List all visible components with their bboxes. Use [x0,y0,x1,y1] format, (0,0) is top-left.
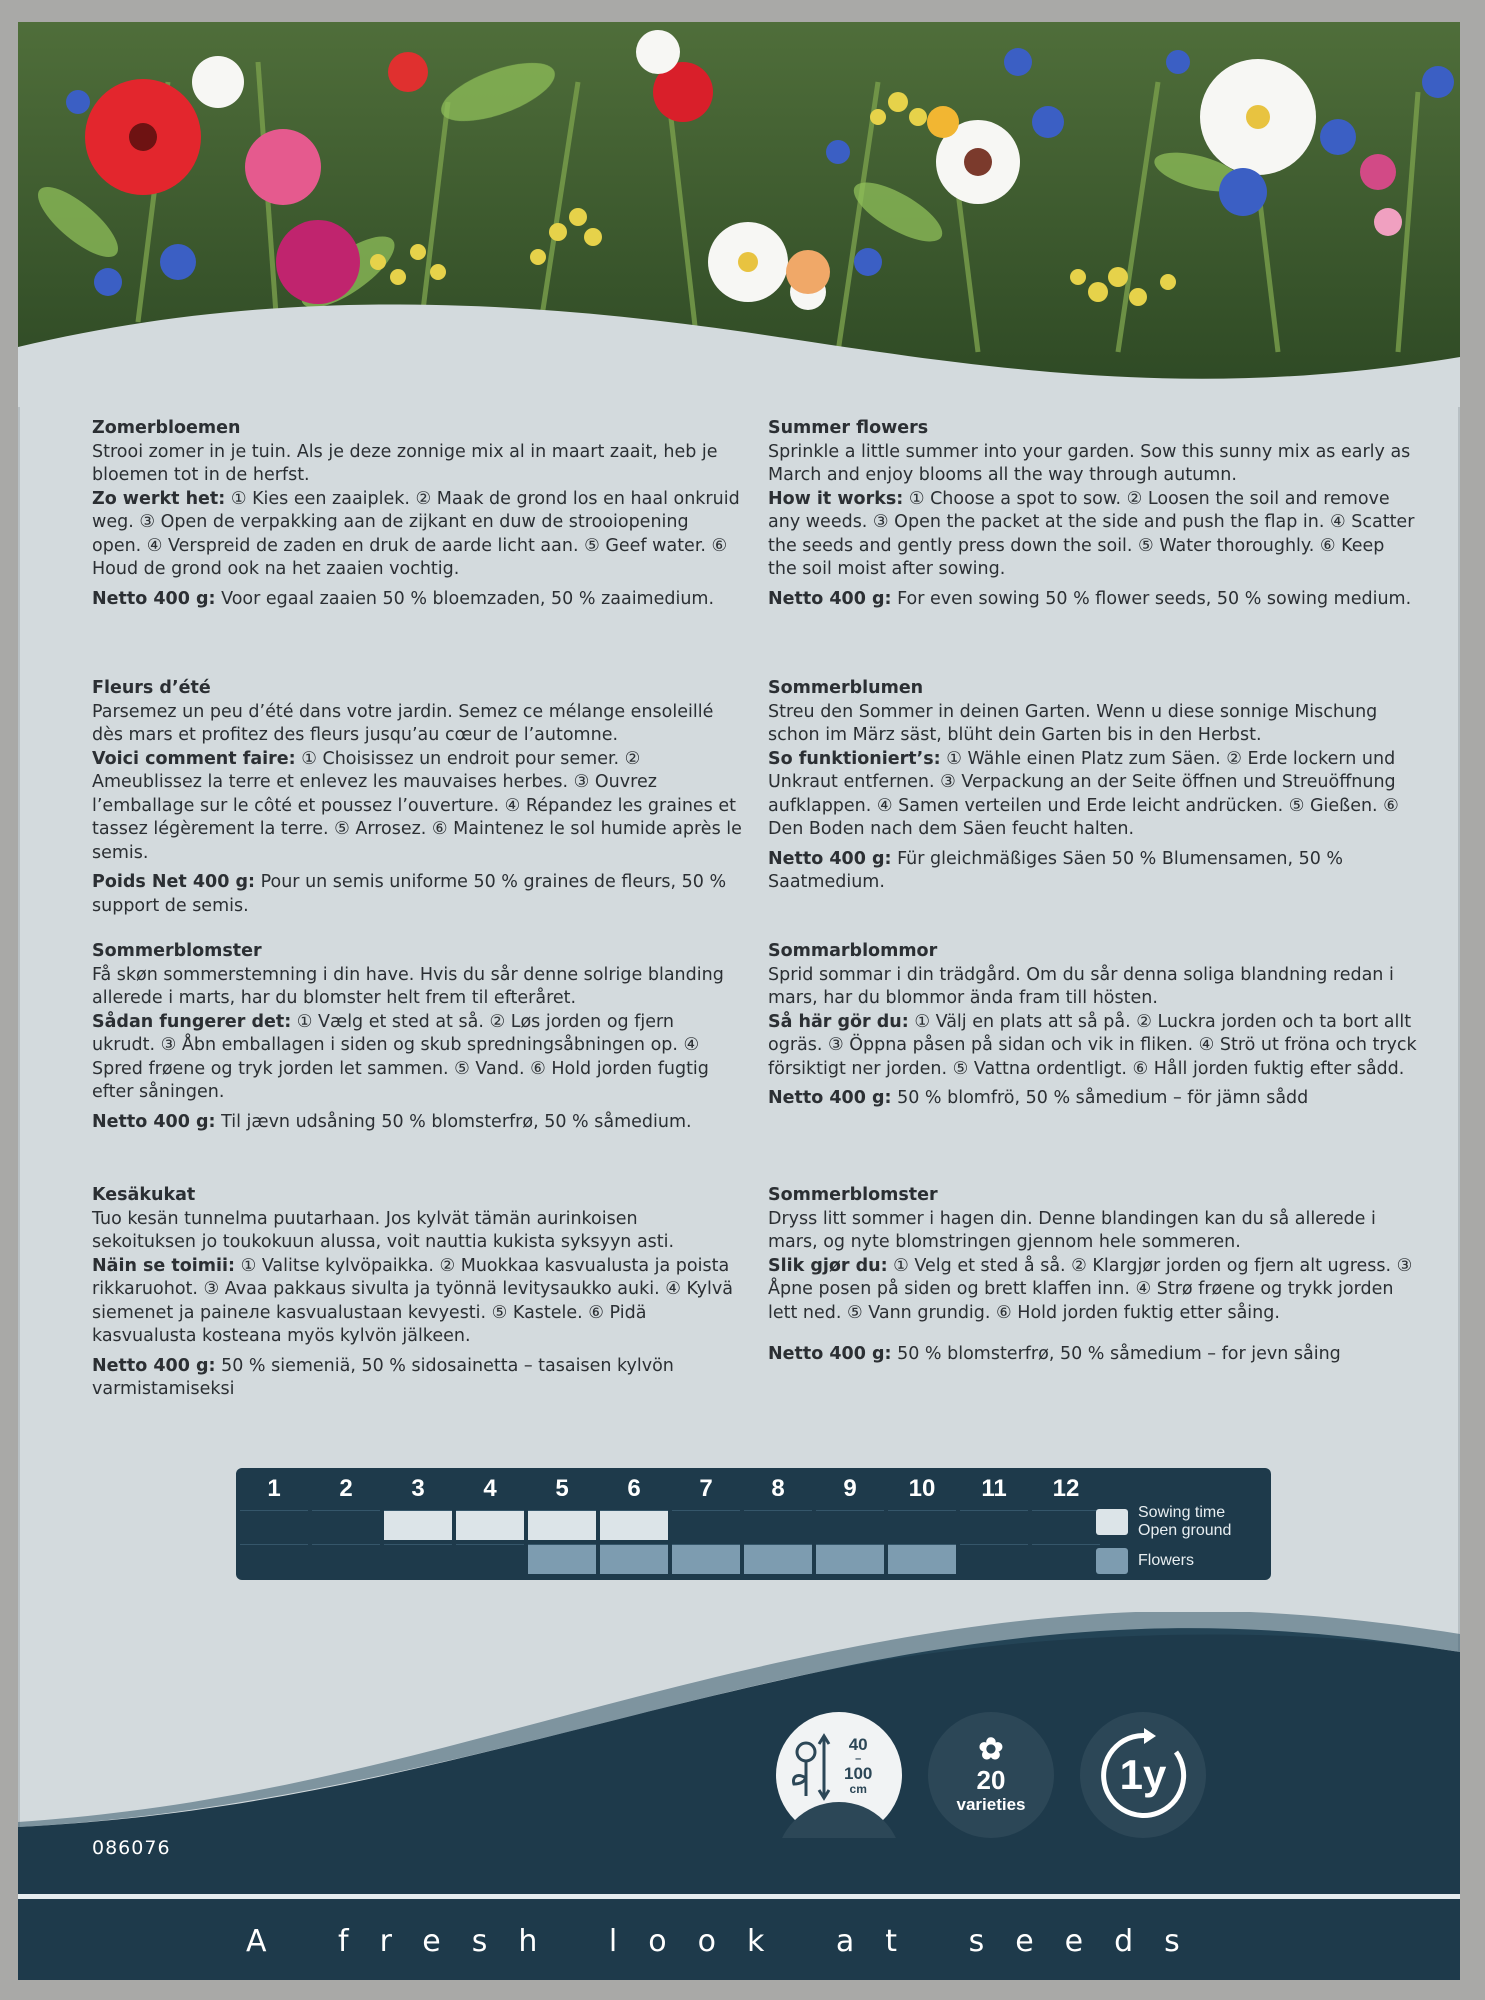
flowering-cell-3 [384,1544,452,1574]
sowing-cell-7 [672,1510,740,1540]
net-text: 50 % blomfrö, 50 % såmedium – för jämn sådd [891,1088,1309,1108]
how-text: ① Vælg et sted at så. ② Løs jorden og fjern ukrudt. ③ Åbn emballagen i siden og skub spredningsåbningen op. ④ Spred frøene og tryk jorden let sammen. ⑤ Vand. ⑥ Hold jorden fugtig efter såningen. [92,1011,709,1102]
sowing-cell-12 [1032,1510,1100,1540]
product-code: 086076 [92,1837,171,1859]
net-text: Voor egaal zaaien 50 % bloemzaden, 50 % zaaimedium. [215,588,715,609]
net-text: Für gleichmäßiges Säen 50 % Blumensamen, 50 % Saatmedium. [768,848,1344,892]
calendar-month-12: 12 [1052,1475,1080,1502]
block-intro: Få skøn sommerstemning i din have. Hvis du sår denne solrige blanding allerede i marts, har du blomster helt frem til efteråret. [92,964,724,1008]
block-net [92,588,742,612]
text-block-fr [92,677,742,918]
block-how [92,488,742,582]
calendar-month-8: 8 [771,1475,785,1502]
flowering-cell-2 [312,1544,380,1574]
text-block-da [92,940,742,1134]
block-how [768,1011,1418,1082]
block-how [768,748,1418,842]
how-text: ① Valitse kylvöpaikka. ② Muokkaa kasvualusta ja poista rikkaruohot. ③ Avaa pakkaus sivulta ja työnnä levitysaukko auki. ④ Kylvä siemenet ja paineле kasvualustaan kevyesti. ⑤ Kastele. ⑥ Pidä kasvualusta kosteana myös kylvön jälkeen. [92,1255,733,1346]
how-label: So funktioniert’s: [768,748,941,769]
how-label: Näin se toimii: [92,1255,235,1276]
net-label: Netto 400 g: [768,1344,892,1364]
text-block-no [768,1184,1418,1367]
net-label: Poids Net 400 g: [92,872,256,892]
block-intro: Tuo kesän tunnelma puutarhaan. Jos kylvät tämän aurinkoisen sekoituksen jo toukokuun alussa, voit nauttia kukista syksyyn asti. [92,1208,675,1252]
net-text: For even sowing 50 % flower seeds, 50 % sowing medium. [891,588,1412,609]
legend-sowing [1096,1504,1231,1540]
text-block-en [768,417,1418,611]
block-title: Sommerblumen [768,678,924,698]
net-text: 50 % siemeniä, 50 % sidosainetta – tasaisen kylvön varmistamiseksi [92,1355,674,1399]
legend-sowing-label-2: Open ground [1138,1522,1232,1539]
how-text: ① Velg et sted å så. ② Klargjør jorden og fjern alt ugress. ③ Åpne posen på siden og brett klaffen inn. ④ Strø frøene og trykk jorden lett ned. ⑤ Vann grundig. ⑥ Hold jorden fuktig etter såing. [768,1255,1413,1323]
block-title: Summer flowers [768,418,929,438]
calendar-month-10: 10 [908,1475,936,1502]
block-how [92,1011,742,1105]
bottom-wave [18,1612,1460,1912]
sowing-cell-5 [528,1510,596,1540]
height-top: 40 [848,1735,868,1754]
calendar-month-9: 9 [843,1475,857,1502]
calendar-month-1: 1 [267,1475,281,1502]
legend-flowers [1096,1548,1194,1574]
block-how [768,1255,1418,1326]
height-badge [776,1712,902,1838]
block-net [92,871,742,918]
net-label: Netto 400 g: [768,588,892,609]
block-net [768,588,1418,612]
block-net [92,1111,742,1135]
how-label: Sådan fungerer det: [92,1011,292,1032]
net-label: Netto 400 g: [92,1355,216,1376]
how-label: Slik gjør du: [768,1255,888,1276]
legend-sowing-text [1138,1504,1231,1540]
calendar-month-4: 4 [483,1475,497,1502]
block-intro: Strooi zomer in je tuin. Als je deze zonnige mix al in maart zaait, heb je bloemen tot in de herfst. [92,441,718,485]
varieties-count: 20 [976,1765,1006,1795]
height-dash: – [855,1753,862,1765]
height-bottom: 100 [844,1764,873,1783]
sowing-cell-6 [600,1510,668,1540]
flowering-cell-1 [240,1544,308,1574]
calendar-month-3: 3 [411,1475,425,1502]
legend-sowing-swatch [1096,1509,1128,1535]
net-label: Netto 400 g: [92,1111,216,1132]
how-text: ① Välj en plats att så på. ② Luckra jorden och ta bort allt ogräs. ③ Öppna påsen på sidan och vik in fliken. ④ Strö ut fröna och tryck försiktigt ner jorden. ⑤ Vattna ordentligt. ⑥ Håll jorden fuktig efter sådd. [768,1011,1417,1079]
net-label: Netto 400 g: [92,588,216,609]
block-title: Sommerblomster [92,941,262,961]
flowering-cell-12 [1032,1544,1100,1574]
flowering-cell-4 [456,1544,524,1574]
legend-sowing-label: Sowing time [1138,1504,1226,1521]
calendar-month-7: 7 [699,1475,713,1502]
flower-icon: ✿ [978,1733,1004,1766]
block-title: Sommarblommor [768,941,938,961]
calendar-month-6: 6 [627,1475,641,1502]
sowing-cell-11 [960,1510,1028,1540]
block-net [92,1355,742,1402]
how-label: Så här gör du: [768,1011,909,1032]
height-unit: cm [849,1782,867,1796]
text-block-nl [92,417,742,611]
plant-height-icon [776,1712,902,1838]
sowing-cell-2 [312,1510,380,1540]
block-intro: Sprid sommar i din trädgård. Om du sår denna soliga blandning redan i mars, har du blommor ända fram till hösten. [768,964,1394,1008]
how-label: Voici comment faire: [92,748,296,769]
block-net [768,1087,1418,1111]
block-intro: Dryss litt sommer i hagen din. Denne blandingen kan du så allerede i mars, og nyte blomstringen gjennom hele sommeren. [768,1208,1376,1252]
block-title: Fleurs d’été [92,678,211,698]
how-text: ① Wähle einen Platz zum Säen. ② Erde lockern und Unkraut entfernen. ③ Verpackung an der Seite öffnen und Streuöffnung aufklappen. ④ Samen verteilen und Erde leicht andrücken. ⑤ Gießen. ⑥ Den Boden nach dem Säen feucht halten. [768,748,1399,839]
sowing-calendar [236,1468,1271,1580]
block-intro: Sprinkle a little summer into your garden. Sow this sunny mix as early as March and enjoy blooms all the way through autumn. [768,441,1411,485]
sowing-cell-10 [888,1510,956,1540]
flowering-cell-9 [816,1544,884,1574]
legend-flowers-label: Flowers [1138,1552,1195,1569]
text-block-sv [768,940,1418,1111]
panel-wave-top [18,287,1460,407]
lifecycle-badge [1080,1712,1206,1838]
sowing-cell-9 [816,1510,884,1540]
how-text: ① Kies een zaaiplek. ② Maak de grond los en haal onkruid weg. ③ Open de verpakking aan de zijkant en duw de strooiopening open. ④ Verspreid de zaden en druk de aarde licht aan. ⑤ Geef water. ⑥ Houd de grond ook na het zaaien vochtig. [92,488,740,579]
calendar-month-2: 2 [339,1475,353,1502]
sowing-cell-8 [744,1510,812,1540]
how-text: ① Choose a spot to sow. ② Loosen the soil and remove any weeds. ③ Open the packet at the side and push the flap in. ④ Scatter the seeds and gently press down the soil. ⑤ Water thoroughly. ⑥ Keep the soil moist after sowing. [768,488,1415,579]
block-intro: Streu den Sommer in deinen Garten. Wenn u diese sonnige Mischung schon im März säst, blüht dein Garten bis in den Herbst. [768,701,1378,745]
block-how [92,1255,742,1349]
flowering-cell-7 [672,1544,740,1574]
varieties-label: varieties [956,1795,1026,1814]
net-text: Pour un semis uniforme 50 % graines de fleurs, 50 % support de semis. [92,872,727,916]
flowering-cell-5 [528,1544,596,1574]
sowing-cell-4 [456,1510,524,1540]
block-how [92,748,742,866]
lifecycle-label: 1y [1119,1751,1167,1798]
block-net [768,1343,1418,1367]
net-text: 50 % blomsterfrø, 50 % såmedium – for jevn såing [891,1344,1341,1364]
flowering-cell-10 [888,1544,956,1574]
block-title: Kesäkukat [92,1185,196,1205]
varieties-badge [928,1712,1054,1838]
tagline-divider [18,1894,1460,1899]
calendar-grid [240,1472,1100,1574]
text-block-de [768,677,1418,895]
flowering-cell-11 [960,1544,1028,1574]
seed-packet-back [18,22,1460,1980]
flowering-cell-6 [600,1544,668,1574]
calendar-legend [1096,1504,1266,1576]
sowing-cell-1 [240,1510,308,1540]
text-block-fi [92,1184,742,1402]
block-how [768,488,1418,582]
calendar-month-11: 11 [981,1475,1007,1502]
height-values [844,1736,872,1795]
sowing-cell-3 [384,1510,452,1540]
how-label: Zo werkt het: [92,488,226,509]
net-text: Til jævn udsåning 50 % blomsterfrø, 50 % såmedium. [215,1111,692,1132]
legend-flowers-swatch [1096,1548,1128,1574]
how-text: ① Choisissez un endroit pour semer. ② Ameublissez la terre et enlevez les mauvaises herbes. ③ Ouvrez l’emballage sur le côté et poussez l’ouverture. ④ Répandez les graines et tassez légèrement la terre. ⑤ Arrosez. ⑥ Maintenez le sol humide après le semis. [92,748,742,863]
net-label: Netto 400 g: [768,848,892,869]
how-label: How it works: [768,488,904,509]
block-title: Sommerblomster [768,1185,938,1205]
block-intro: Parsemez un peu d’été dans votre jardin. Semez ce mélange ensoleillé dès mars et profitez des fleurs jusqu’au cœur de l’automne. [92,701,714,745]
net-label: Netto 400 g: [768,1088,892,1108]
calendar-month-5: 5 [555,1475,569,1502]
flowering-cell-8 [744,1544,812,1574]
block-title: Zomerbloemen [92,418,241,438]
tagline: A fresh look at seeds [246,1924,1211,1959]
block-net [768,848,1418,895]
